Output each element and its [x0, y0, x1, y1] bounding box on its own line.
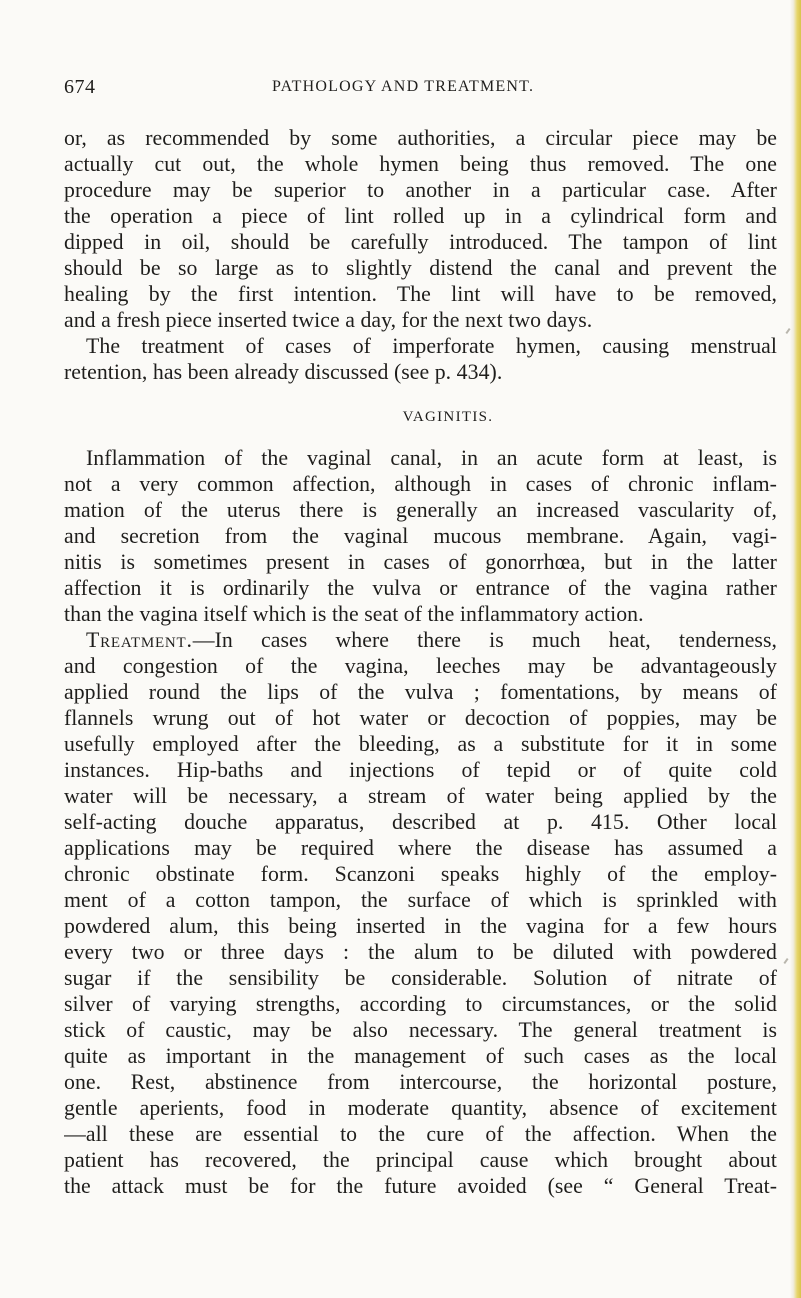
- text-line: and secretion from the vaginal mucous membrane. Again, vagi-: [64, 524, 777, 548]
- text-line: and congestion of the vagina, leeches may be advantageously: [64, 654, 777, 678]
- text-line: powdered alum, this being inserted in the vagina for a few hours: [64, 914, 777, 938]
- text-line: instances. Hip-baths and injections of tepid or of quite cold: [64, 758, 777, 782]
- text-line: the attack must be for the future avoided (see “ General Treat-: [64, 1174, 777, 1198]
- text-line: patient has recovered, the principal cause which brought about: [64, 1148, 777, 1172]
- text-line: affection it is ordinarily the vulva or entrance of the vagina rather: [64, 576, 777, 600]
- text-line: gentle aperients, food in moderate quantity, absence of excitement: [64, 1096, 777, 1120]
- text-line: self-acting douche apparatus, described at p. 415. Other local: [64, 810, 777, 834]
- page-header: [64, 73, 744, 101]
- page-edge: [790, 0, 801, 1298]
- text-line: procedure may be superior to another in a particular case. After: [64, 178, 777, 202]
- text-line: retention, has been already discussed (see p. 434).: [64, 360, 503, 384]
- text-line: not a very common affection, although in cases of chronic inflam-: [64, 472, 777, 496]
- treatment-first-line: [64, 628, 777, 654]
- text-line: the operation a piece of lint rolled up in a cylindrical form and: [64, 204, 777, 228]
- treatment-first-line-text: —In cases where there is much heat, tenderness,: [192, 628, 777, 652]
- text-line: dipped in oil, should be carefully introduced. The tampon of lint: [64, 230, 777, 254]
- text-line: one. Rest, abstinence from intercourse, the horizontal posture,: [64, 1070, 777, 1094]
- text-line: should be so large as to slightly distend the canal and prevent the: [64, 256, 777, 280]
- text-line: water will be necessary, a stream of water being applied by the: [64, 784, 777, 808]
- section-heading: VAGINITIS.: [402, 409, 494, 425]
- text-line: healing by the first intention. The lint will have to be removed,: [64, 282, 777, 306]
- text-line: The treatment of cases of imperforate hymen, causing menstrual: [86, 334, 777, 358]
- text-line: quite as important in the management of such cases as the local: [64, 1044, 777, 1068]
- text-line: nitis is sometimes present in cases of gonorrhœa, but in the latter: [64, 550, 777, 574]
- text-line: chronic obstinate form. Scanzoni speaks highly of the employ-: [64, 862, 777, 886]
- text-line: actually cut out, the whole hymen being thus removed. The one: [64, 152, 777, 176]
- text-line: usefully employed after the bleeding, as a substitute for it in some: [64, 732, 777, 756]
- text-line: —all these are essential to the cure of the affection. When the: [64, 1122, 777, 1146]
- text-line: every two or three days : the alum to be diluted with powdered: [64, 940, 777, 964]
- margin-speck: [783, 958, 788, 964]
- text-line: and a fresh piece inserted twice a day, for the next two days.: [64, 308, 593, 332]
- running-head: PATHOLOGY AND TREATMENT.: [272, 78, 535, 95]
- text-line: than the vagina itself which is the seat of the inflammatory action.: [64, 602, 644, 626]
- text-line: silver of varying strengths, according to circumstances, or the solid: [64, 992, 777, 1016]
- text-line: mation of the uterus there is generally an increased vascularity of,: [64, 498, 777, 522]
- text-line: Inflammation of the vaginal canal, in an acute form at least, is: [86, 446, 777, 470]
- text-line: or, as recommended by some authorities, a circular piece may be: [64, 126, 777, 150]
- text-line: applications may be required where the disease has assumed a: [64, 836, 777, 860]
- treatment-lead-in: Treatment.: [86, 628, 193, 652]
- text-line: flannels wrung out of hot water or decoction of poppies, may be: [64, 706, 777, 730]
- text-line: stick of caustic, may be also necessary. The general treatment is: [64, 1018, 777, 1042]
- text-line: applied round the lips of the vulva ; fomentations, by means of: [64, 680, 777, 704]
- text-line: ment of a cotton tampon, the surface of which is sprinkled with: [64, 888, 777, 912]
- body-text: [64, 126, 777, 1200]
- page-number: 674: [64, 76, 96, 98]
- text-line: sugar if the sensibility be considerable. Solution of nitrate of: [64, 966, 777, 990]
